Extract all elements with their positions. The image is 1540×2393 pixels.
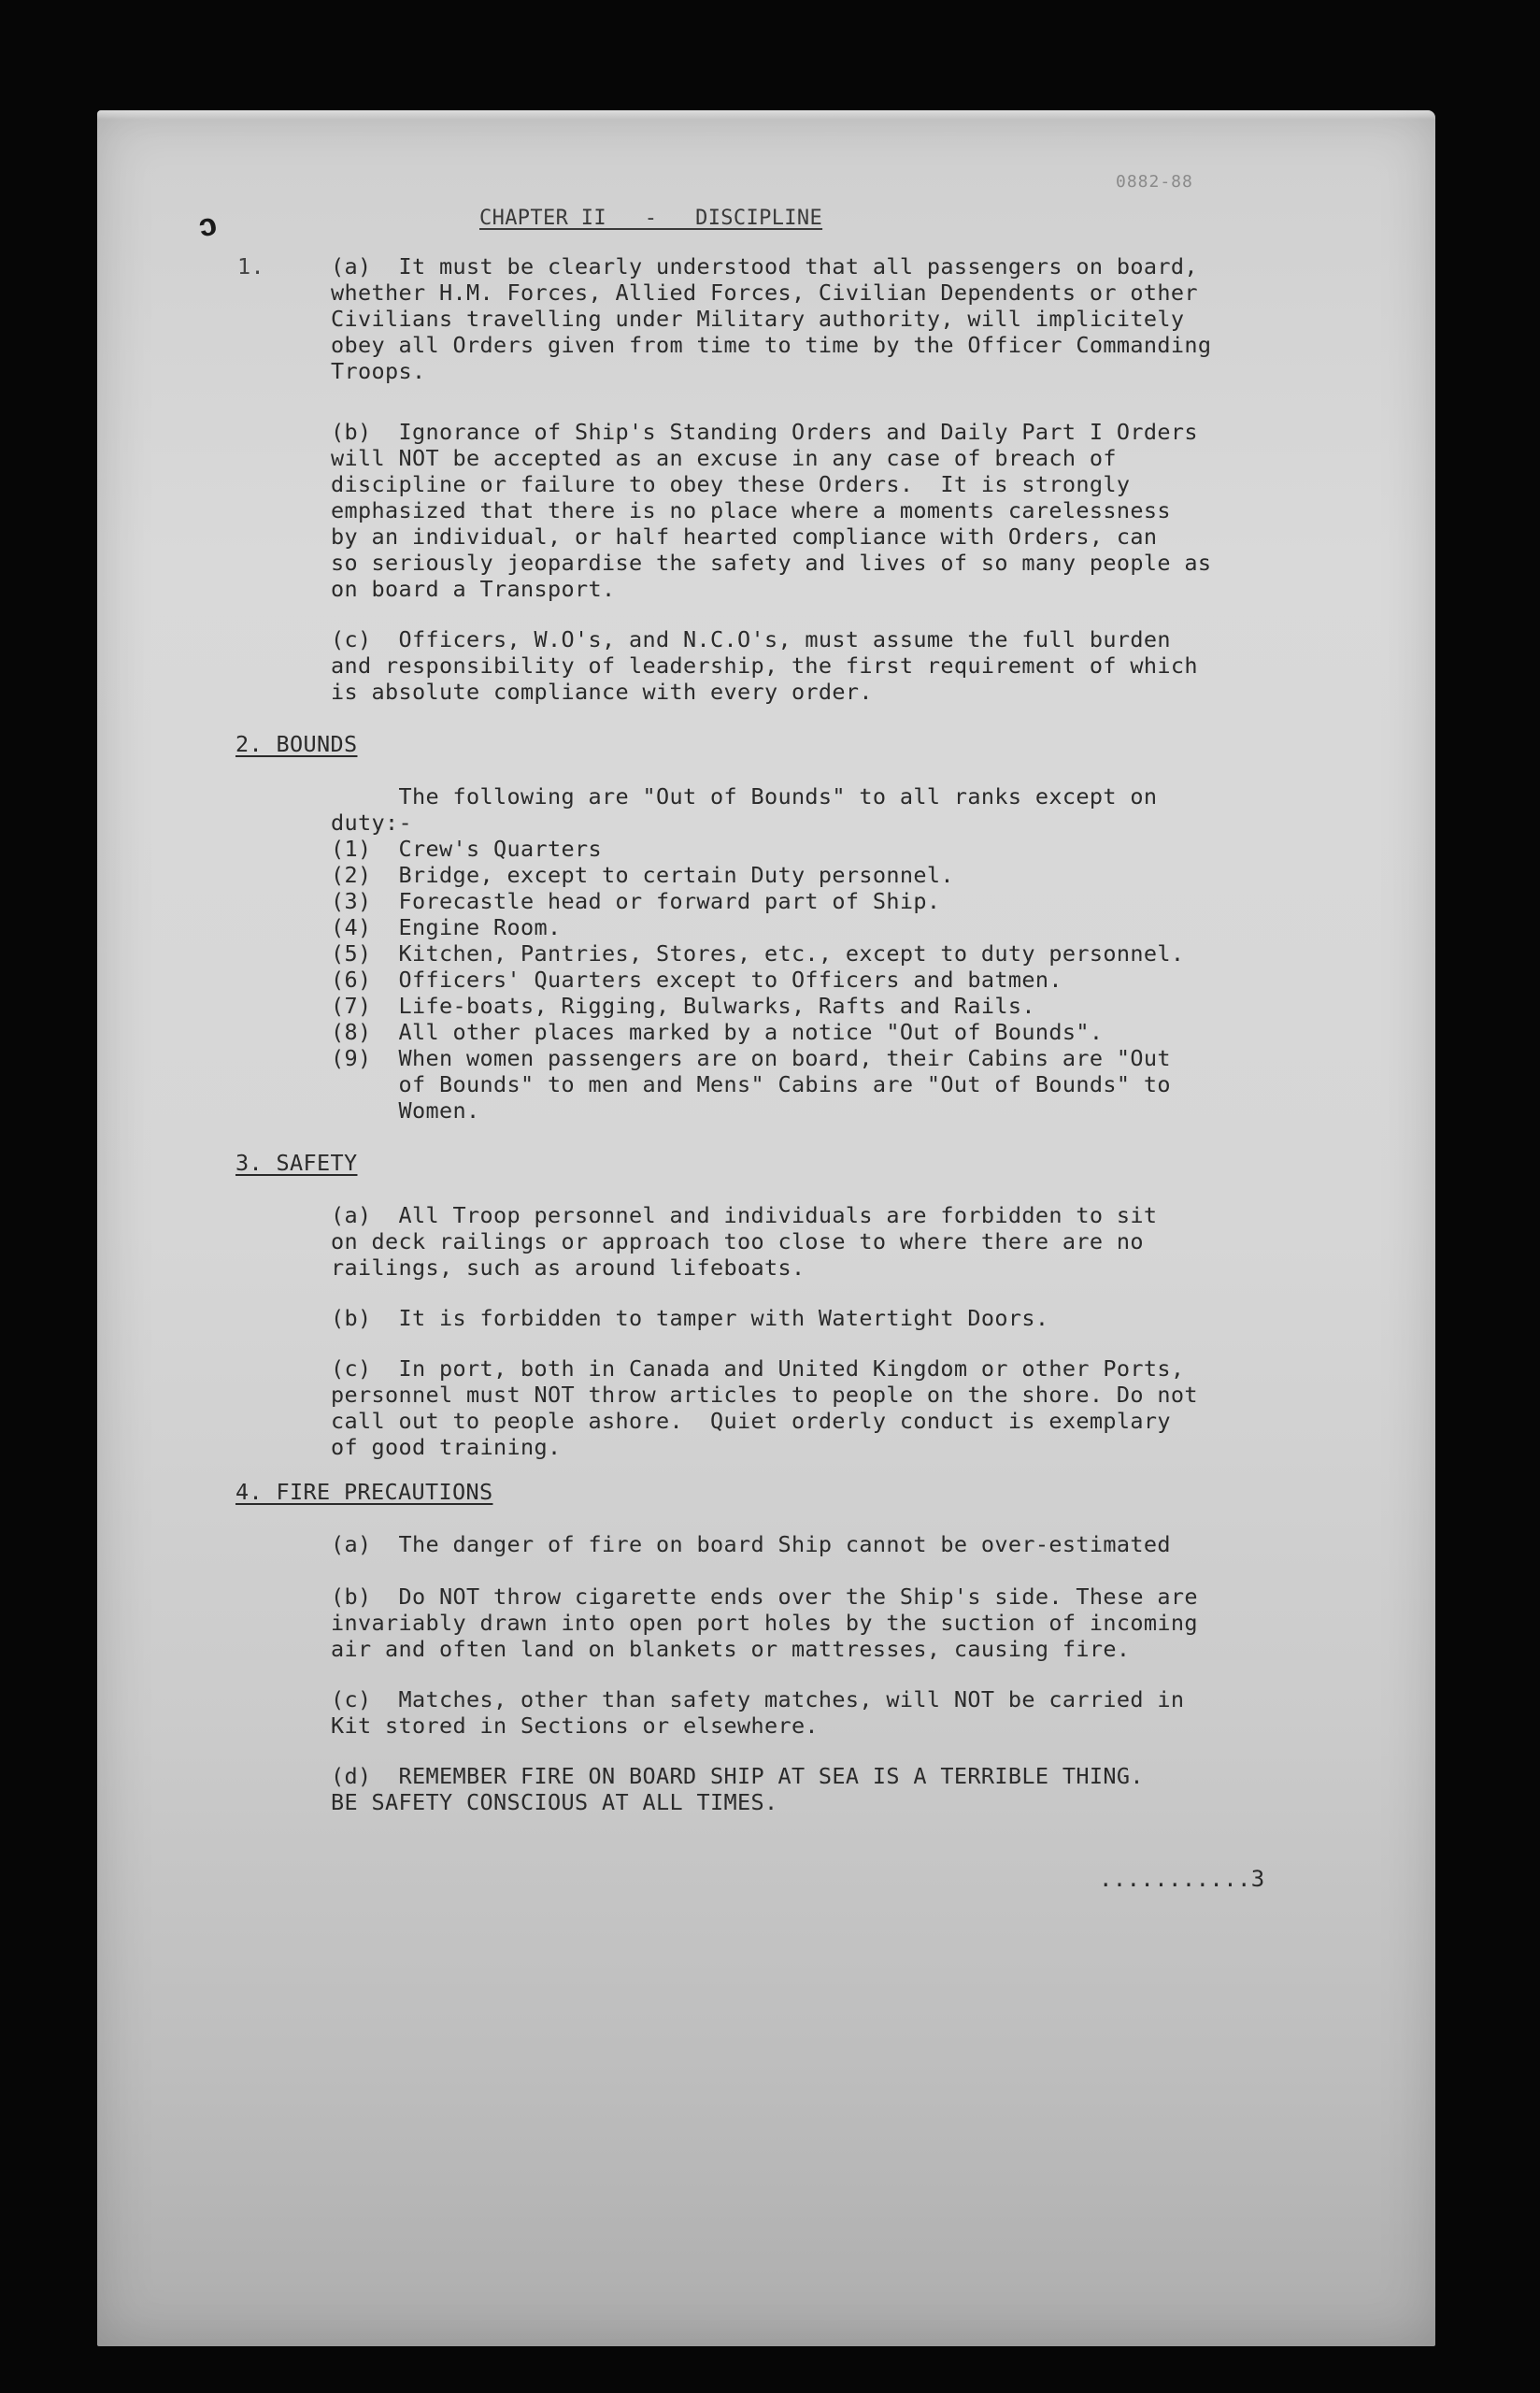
list-item: Women. bbox=[331, 1097, 480, 1124]
text-line: (a) All Troop personnel and individuals are forbidden to sit bbox=[331, 1202, 1158, 1228]
text-line: Troops. bbox=[331, 358, 426, 384]
text-line: by an individual, or half hearted compliance with Orders, can bbox=[331, 523, 1158, 550]
text-line: (b) Do NOT throw cigarette ends over the Ship's side. These are bbox=[331, 1583, 1198, 1610]
text-line: Kit stored in Sections or elsewhere. bbox=[331, 1712, 819, 1739]
text-line: and responsibility of leadership, the first requirement of which bbox=[331, 652, 1198, 679]
text-line: (b) It is forbidden to tamper with Watertight Doors. bbox=[331, 1305, 1049, 1331]
corner-mark: ↄ bbox=[193, 205, 221, 246]
section-heading-safety: 3. SAFETY bbox=[235, 1150, 358, 1176]
text-line: duty:- bbox=[331, 810, 412, 836]
list-item: (1) Crew's Quarters bbox=[331, 836, 602, 862]
list-item: (7) Life-boats, Rigging, Bulwarks, Rafts and Rails. bbox=[331, 993, 1035, 1019]
text-line: (b) Ignorance of Ship's Standing Orders and Daily Part I Orders bbox=[331, 419, 1198, 445]
archive-stamp: 0882-88 bbox=[1116, 172, 1193, 192]
text-line: (c) Matches, other than safety matches, will NOT be carried in bbox=[331, 1686, 1185, 1712]
list-item: (5) Kitchen, Pantries, Stores, etc., except to duty personnel. bbox=[331, 940, 1185, 967]
text-line: The following are "Out of Bounds" to all ranks except on bbox=[331, 783, 1158, 810]
text-line: of good training. bbox=[331, 1434, 562, 1460]
list-item: (9) When women passengers are on board, their Cabins are "Out bbox=[331, 1045, 1171, 1071]
text-line: (a) The danger of fire on board Ship cannot be over-estimated bbox=[331, 1531, 1171, 1557]
page-title: CHAPTER II - DISCIPLINE bbox=[479, 207, 823, 230]
text-line: is absolute compliance with every order. bbox=[331, 679, 873, 705]
text-line: (d) REMEMBER FIRE ON BOARD SHIP AT SEA IS A TERRIBLE THING. bbox=[331, 1763, 1144, 1789]
list-item: (8) All other places marked by a notice "Out of Bounds". bbox=[331, 1019, 1104, 1045]
text-line: obey all Orders given from time to time by the Officer Commanding bbox=[331, 332, 1212, 358]
text-line: (a) It must be clearly understood that all passengers on board, bbox=[331, 253, 1198, 279]
list-item: of Bounds" to men and Mens" Cabins are "Out of Bounds" to bbox=[331, 1071, 1171, 1097]
list-item: (3) Forecastle head or forward part of Ship. bbox=[331, 888, 941, 914]
text-line: will NOT be accepted as an excuse in any case of breach of bbox=[331, 445, 1117, 471]
text-line: call out to people ashore. Quiet orderly conduct is exemplary bbox=[331, 1408, 1171, 1434]
text-line: so seriously jeopardise the safety and lives of so many people as bbox=[331, 550, 1212, 576]
text-line: emphasized that there is no place where a moments carelessness bbox=[331, 497, 1171, 523]
text-line: railings, such as around lifeboats. bbox=[331, 1254, 806, 1281]
text-line: on deck railings or approach too close to where there are no bbox=[331, 1228, 1144, 1254]
text-line: on board a Transport. bbox=[331, 576, 616, 602]
section-heading-bounds: 2. BOUNDS bbox=[235, 731, 358, 757]
document-sheet bbox=[97, 110, 1435, 2346]
section-heading-fire-precautions: 4. FIRE PRECAUTIONS bbox=[235, 1479, 493, 1505]
list-item: (4) Engine Room. bbox=[331, 914, 562, 940]
text-line: discipline or failure to obey these Orders. It is strongly bbox=[331, 471, 1131, 497]
text-line: air and often land on blankets or mattresses, causing fire. bbox=[331, 1636, 1131, 1662]
text-line: Civilians travelling under Military authority, will implicitely bbox=[331, 306, 1185, 332]
text-line: BE SAFETY CONSCIOUS AT ALL TIMES. bbox=[331, 1789, 778, 1815]
list-item: (2) Bridge, except to certain Duty personnel. bbox=[331, 862, 954, 888]
text-line: whether H.M. Forces, Allied Forces, Civilian Dependents or other bbox=[331, 279, 1198, 306]
text-line: (c) In port, both in Canada and United Kingdom or other Ports, bbox=[331, 1355, 1185, 1382]
text-line: invariably drawn into open port holes by the suction of incoming bbox=[331, 1610, 1198, 1636]
text-line: personnel must NOT throw articles to people on the shore. Do not bbox=[331, 1382, 1198, 1408]
text-line: (c) Officers, W.O's, and N.C.O's, must assume the full burden bbox=[331, 626, 1171, 652]
list-item: (6) Officers' Quarters except to Officers and batmen. bbox=[331, 967, 1062, 993]
page-continuation: ...........3 bbox=[1099, 1866, 1265, 1892]
paragraph-number: 1. bbox=[237, 253, 264, 279]
